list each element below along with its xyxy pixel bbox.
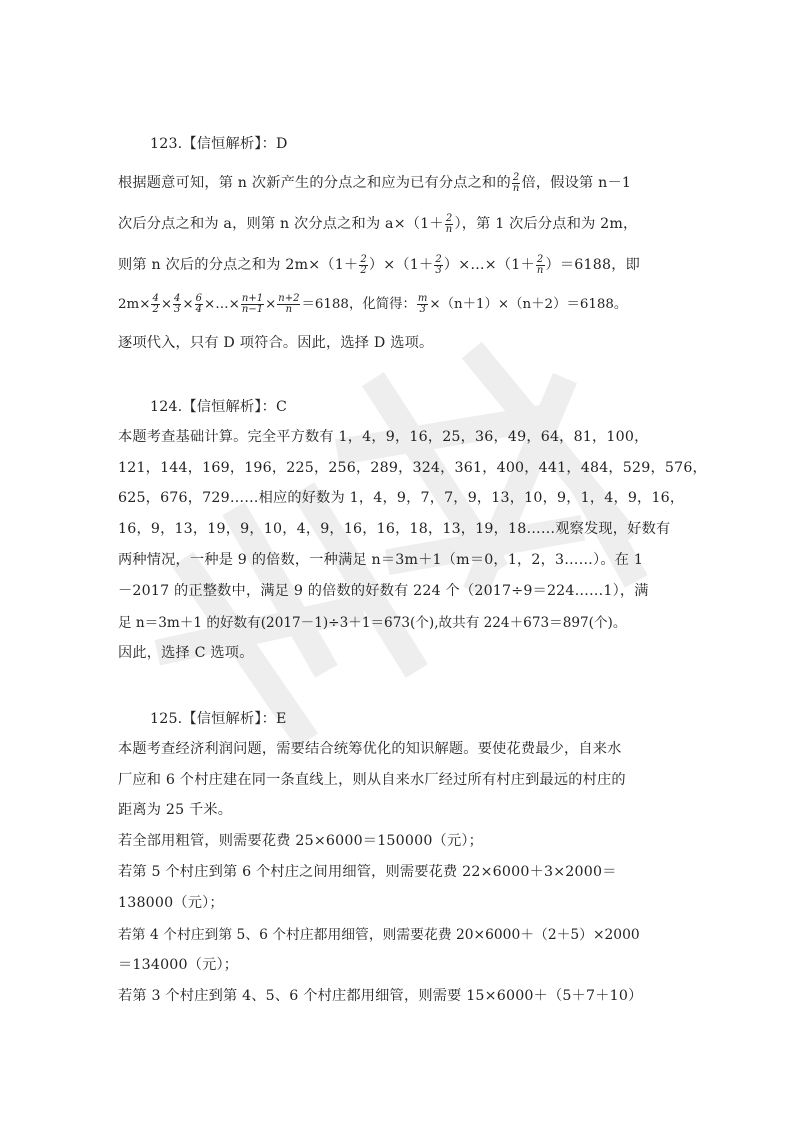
q124-line: 625，676，729……相应的好数为 1，4，9，7，7，9，13，10，9，1，4，9，16， [118,490,685,506]
q123-line-4: 2m× $\frac{4}{2}$ × $\frac{4}{3}$ × $\frac{6}{4}$ ×…× $\frac{n+1}{n-1}$ × $\frac{n+2}{n}$ ＝6188，化简得： $\frac{m}{3}$ ×（n＋1）×（n＋2）＝6188。 [118,293,628,315]
q123-line-2: 次后分点之和为 a，则第 n 次分点之和为 a×（1＋ $\frac{2}{n}$ ），第 1 次后分点和为 2m， [118,212,638,235]
fraction: $\frac{2}{n}$ [445,212,453,235]
q123-line-5: 逐项代入，只有 D 项符合。因此，选择 D 选项。 [118,335,434,351]
fraction: $\frac{2}{3}$ [435,253,442,276]
fraction: $\frac{2}{n}$ [512,171,520,194]
fraction: $\frac{4}{2}$ [152,293,159,315]
fraction: $\frac{2}{n}$ [536,253,544,276]
q124-line: 本题考查基础计算。完全平方数有 1，4，9，16，25，36，49，64，81，100， [118,429,649,445]
q125-line: 若第 5 个村庄到第 6 个村庄之间用细管，则需要花费 22×6000＋3×2000＝ [118,864,617,880]
q124-heading: 124.【信恒解析】：C [150,399,288,415]
fraction: $\frac{m}{3}$ [417,293,428,315]
fraction: $\frac{4}{3}$ [174,293,181,315]
q124-line: 121，144，169，196，225，256，289，324，361，400，441，484，529，576， [118,460,707,476]
fraction: $\frac{n+2}{n}$ [278,293,300,315]
q125-line: ＝134000（元）； [118,957,239,973]
q124-line: 两种情况，一种是 9 的倍数，一种满足 n＝3m＋1（m＝0，1，2，3……）。在 1 [118,552,644,568]
q124-line: －2017 的正整数中，满足 9 的倍数的好数有 224 个（2017÷9＝224……1），满 [118,583,649,599]
q125-line: 厂应和 6 个村庄建在同一条直线上，则从自来水厂经过所有村庄到最远的村庄的 [118,772,626,788]
fraction: $\frac{n+1}{n-1}$ [241,293,264,315]
q125-line: 若第 4 个村庄到第 5、6 个村庄都用细管，则需要花费 20×6000＋（2＋5）×2000 [118,927,640,943]
q125-line: 本题考查经济利润问题，需要结合统筹优化的知识解题。要使花费最少，自来水 [118,741,622,757]
q125-line: 若全部用粗管，则需要花费 25×6000＝150000（元）； [118,833,484,849]
q123-line-3: 则第 n 次后的分点之和为 2m×（1＋ $\frac{2}{2}$ ）×（1＋ $\frac{2}{3}$ ）×…×（1＋ $\frac{2}{n}$ ）＝6188，即 [118,253,640,276]
q125-line: 距离为 25 千米。 [118,802,233,818]
q125-heading: 125.【信恒解析】：E [150,711,287,727]
fraction: $\frac{2}{2}$ [360,253,367,276]
q124-line: 足 n＝3m＋1 的好数有(2017－1)÷3＋1＝673(个),故共有 224＋673＝897(个)。 [118,615,627,631]
q125-line: 138000（元）； [118,895,224,911]
fraction: $\frac{6}{4}$ [195,293,203,315]
q123-heading: 123.【信恒解析】：D [150,136,288,152]
q125-line: 若第 3 个村庄到第 4、5、6 个村庄都用细管，则需要 15×6000＋（5＋7＋10） [118,988,643,1004]
q123-line-1: 根据题意可知，第 n 次新产生的分点之和应为已有分点之和的 $\frac{2}{n}$ 倍，假设第 n－1 [118,171,632,194]
q124-line: 因此，选择 C 选项。 [118,645,254,661]
q124-line: 16，9，13，19，9，10，4，9，16，16，18，13，19，18……观察发现，好数有 [118,521,671,537]
